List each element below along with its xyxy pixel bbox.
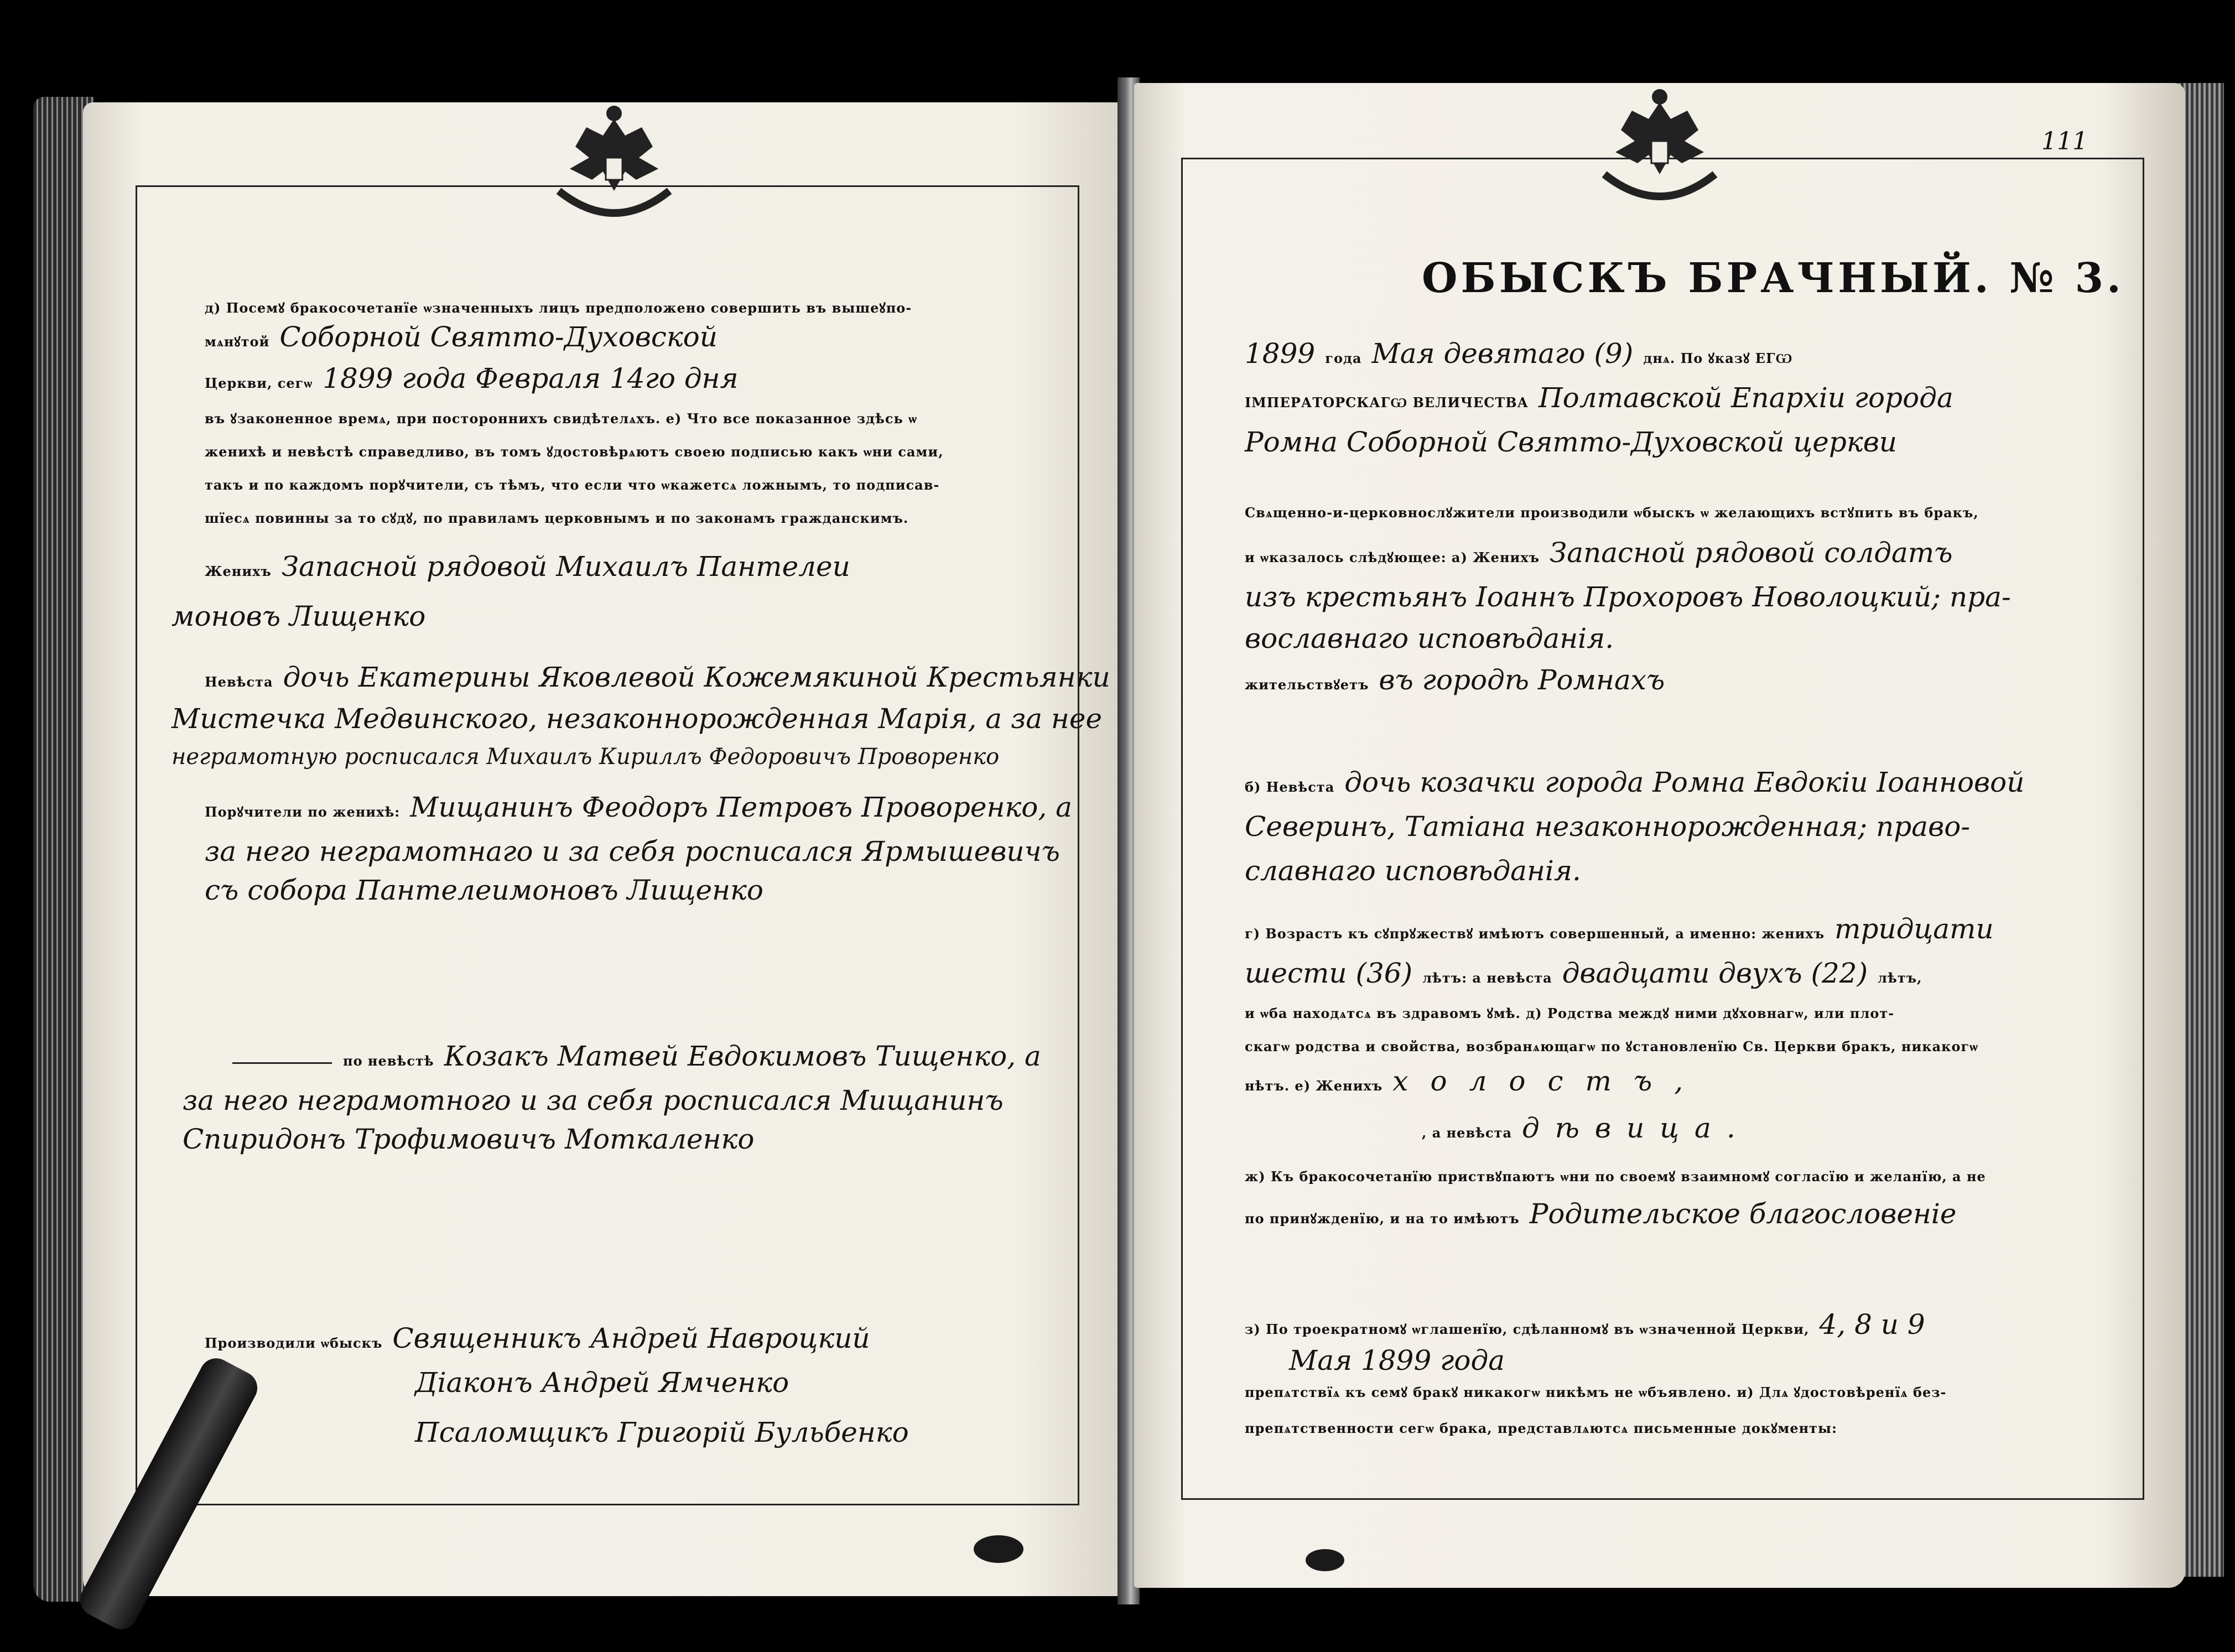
age-line: г) Возрастъ къ сꙋпрꙋжествꙋ имѣютъ совершенный, а именно: женихъ тридцати <box>1245 913 1994 945</box>
bride-line-2: Мистечка Медвинского, незаконнорожденная Марія, а за нее <box>171 703 1103 735</box>
banns-line-2: Мая 1899 года <box>1289 1344 1505 1376</box>
imperial-eagle-emblem-left <box>537 97 692 235</box>
bride-right-line-3: славнаго исповѣданія. <box>1245 855 1581 887</box>
document-title: ОБЫСКЪ БРАЧНЫЙ. № 3. <box>1422 254 2124 302</box>
imperial-eagle-emblem-right <box>1582 80 1737 219</box>
bride-status-line: , а невѣста дѣвица. <box>1422 1112 1751 1144</box>
consent-line-2: по принꙋжденїю, и на то имѣютъ Родительское благословеніе <box>1245 1198 1957 1230</box>
right-page <box>1134 83 2185 1588</box>
groom-status-line: нѣтъ. е) Женихъ холостъ, <box>1245 1065 1706 1097</box>
bride-line-3: неграмотную росписался Михаилъ Кириллъ Федоровичъ Проворенко <box>171 744 1000 770</box>
bride-right-line: б) Невѣста дочь козачки города Ромна Евдокіи Іоанновой <box>1245 766 2025 798</box>
guarantors-groom-3: съ собора Пантелеимоновъ Лищенко <box>205 874 764 906</box>
age-line-2: шести (36) лѣтъ: а невѣста двадцати двухъ (22) лѣтъ, <box>1245 957 1922 989</box>
bride-right-line-2: Северинъ, Татіана незаконнорожденная; право- <box>1245 811 1971 843</box>
left-line-1: д) Посемꙋ бракосочетанїе ѡзначенныхъ лицъ предположено совершить въ вышеꙋпо- <box>205 300 912 316</box>
guarantors-groom: Порꙋчители по женихѣ: Мищанинъ Феодоръ Петровъ Проворенко, а <box>205 791 1072 823</box>
right-line-5: и ѡказалось слѣдꙋющее: а) Женихъ Запасной рядовой солдатъ <box>1245 537 1953 569</box>
groom-line-cont: моновъ Лищенко <box>171 600 426 632</box>
right-line-7: вославнаго исповѣданія. <box>1245 622 1614 654</box>
guarantors-groom-2: за него неграмотнаго и за себя росписался Ярмышевичъ <box>205 835 1060 867</box>
psalmist-signature: Псаломщикъ Григорій Бульбенко <box>415 1416 909 1448</box>
guarantors-bride: по невѣстѣ Козакъ Матвей Евдокимовъ Тищенко, а <box>232 1040 1051 1072</box>
right-line-3: Ромна Соборной Святто-Духовской церкви <box>1245 426 1898 458</box>
kinship-line: и ѡба находѧтсѧ въ здравомъ ꙋмѣ. д) Родства междꙋ ними дꙋховнагѡ, или плот- <box>1245 1005 1895 1021</box>
obstacles-line: препѧтствїѧ къ семꙋ бракꙋ никакогѡ никѣмъ не ѡбъявлено. и) Длѧ ꙋдостовѣренїѧ без- <box>1245 1384 1947 1400</box>
deacon-signature: Діаконъ Андрей Ямченко <box>415 1367 789 1399</box>
right-line-2: ІМПЕРАТОРСКАГѠ ВЕЛИЧЕСТВА Полтавской Епархіи города <box>1245 382 1953 414</box>
ink-blot <box>974 1535 1023 1563</box>
groom-line: Женихъ Запасной рядовой Михаилъ Пантелеи <box>205 550 850 583</box>
right-line-4: Свѧщенно-и-церковнослꙋжители производили ѡбыскъ ѡ желающихъ встꙋпить въ бракъ, <box>1245 505 1979 521</box>
right-line-1: 1899 года Мая девятаго (9) днѧ. По ꙋказꙋ ЕГѠ <box>1245 337 1793 370</box>
left-line-7: шїесѧ повинны за то сꙋдꙋ, по правиламъ церковнымъ и по законамъ гражданскимъ. <box>205 510 909 526</box>
ink-blot <box>1306 1549 1344 1571</box>
guarantors-bride-3: Спиридонъ Трофимовичъ Моткаленко <box>183 1123 755 1155</box>
blank-dash <box>232 1062 332 1064</box>
left-line-5: женихѣ и невѣстѣ справедливо, въ томъ ꙋдостовѣрѧютъ своею подписью какъ ѡни сами, <box>205 444 944 460</box>
residence-line: жительствꙋетъ въ городѣ Ромнахъ <box>1245 664 1665 696</box>
kinship-line-2: скагѡ родства и свойства, возбранѧющагѡ по ꙋстановленїю Св. Церкви бракъ, никакогѡ <box>1245 1038 1979 1054</box>
left-line-2: мѧнꙋтой Соборной Святто-Духовской <box>205 321 718 353</box>
bride-line: Невѣста дочь Екатерины Яковлевой Кожемякиной Крестьянки <box>205 661 1110 693</box>
page-number: 111 <box>2041 127 2088 155</box>
consent-line: ж) Къ бракосочетанїю приствꙋпаютъ ѡни по своемꙋ взаимномꙋ согласїю и желанїю, а не <box>1245 1168 1986 1185</box>
clergy-line: Производили ѡбыскъ Священникъ Андрей Навроцкий <box>205 1322 870 1354</box>
guarantors-bride-2: за него неграмотного и за себя росписался Мищанинъ <box>183 1084 1004 1116</box>
banns-line: з) По троекратномꙋ ѡглашенїю, сдѣланномꙋ въ ѡзначенной Церкви, 4, 8 и 9 <box>1245 1308 1925 1341</box>
right-line-6: изъ крестьянъ Іоаннъ Прохоровъ Новолоцкий; пра- <box>1245 581 2011 613</box>
left-line-3: Церкви, сегѡ 1899 года Февраля 14го дня <box>205 362 739 394</box>
left-line-4: въ ꙋзаконенное времѧ, при постороннихъ свидѣтелѧхъ. е) Что все показанное здѣсь ѡ <box>205 411 918 427</box>
left-line-6: такъ и по каждомъ порꙋчители, съ тѣмъ, что если что ѡкажетсѧ ложнымъ, то подписав- <box>205 477 940 493</box>
documents-line: препѧтственности сегѡ брака, представлѧютсѧ письменные докꙋменты: <box>1245 1420 1837 1436</box>
